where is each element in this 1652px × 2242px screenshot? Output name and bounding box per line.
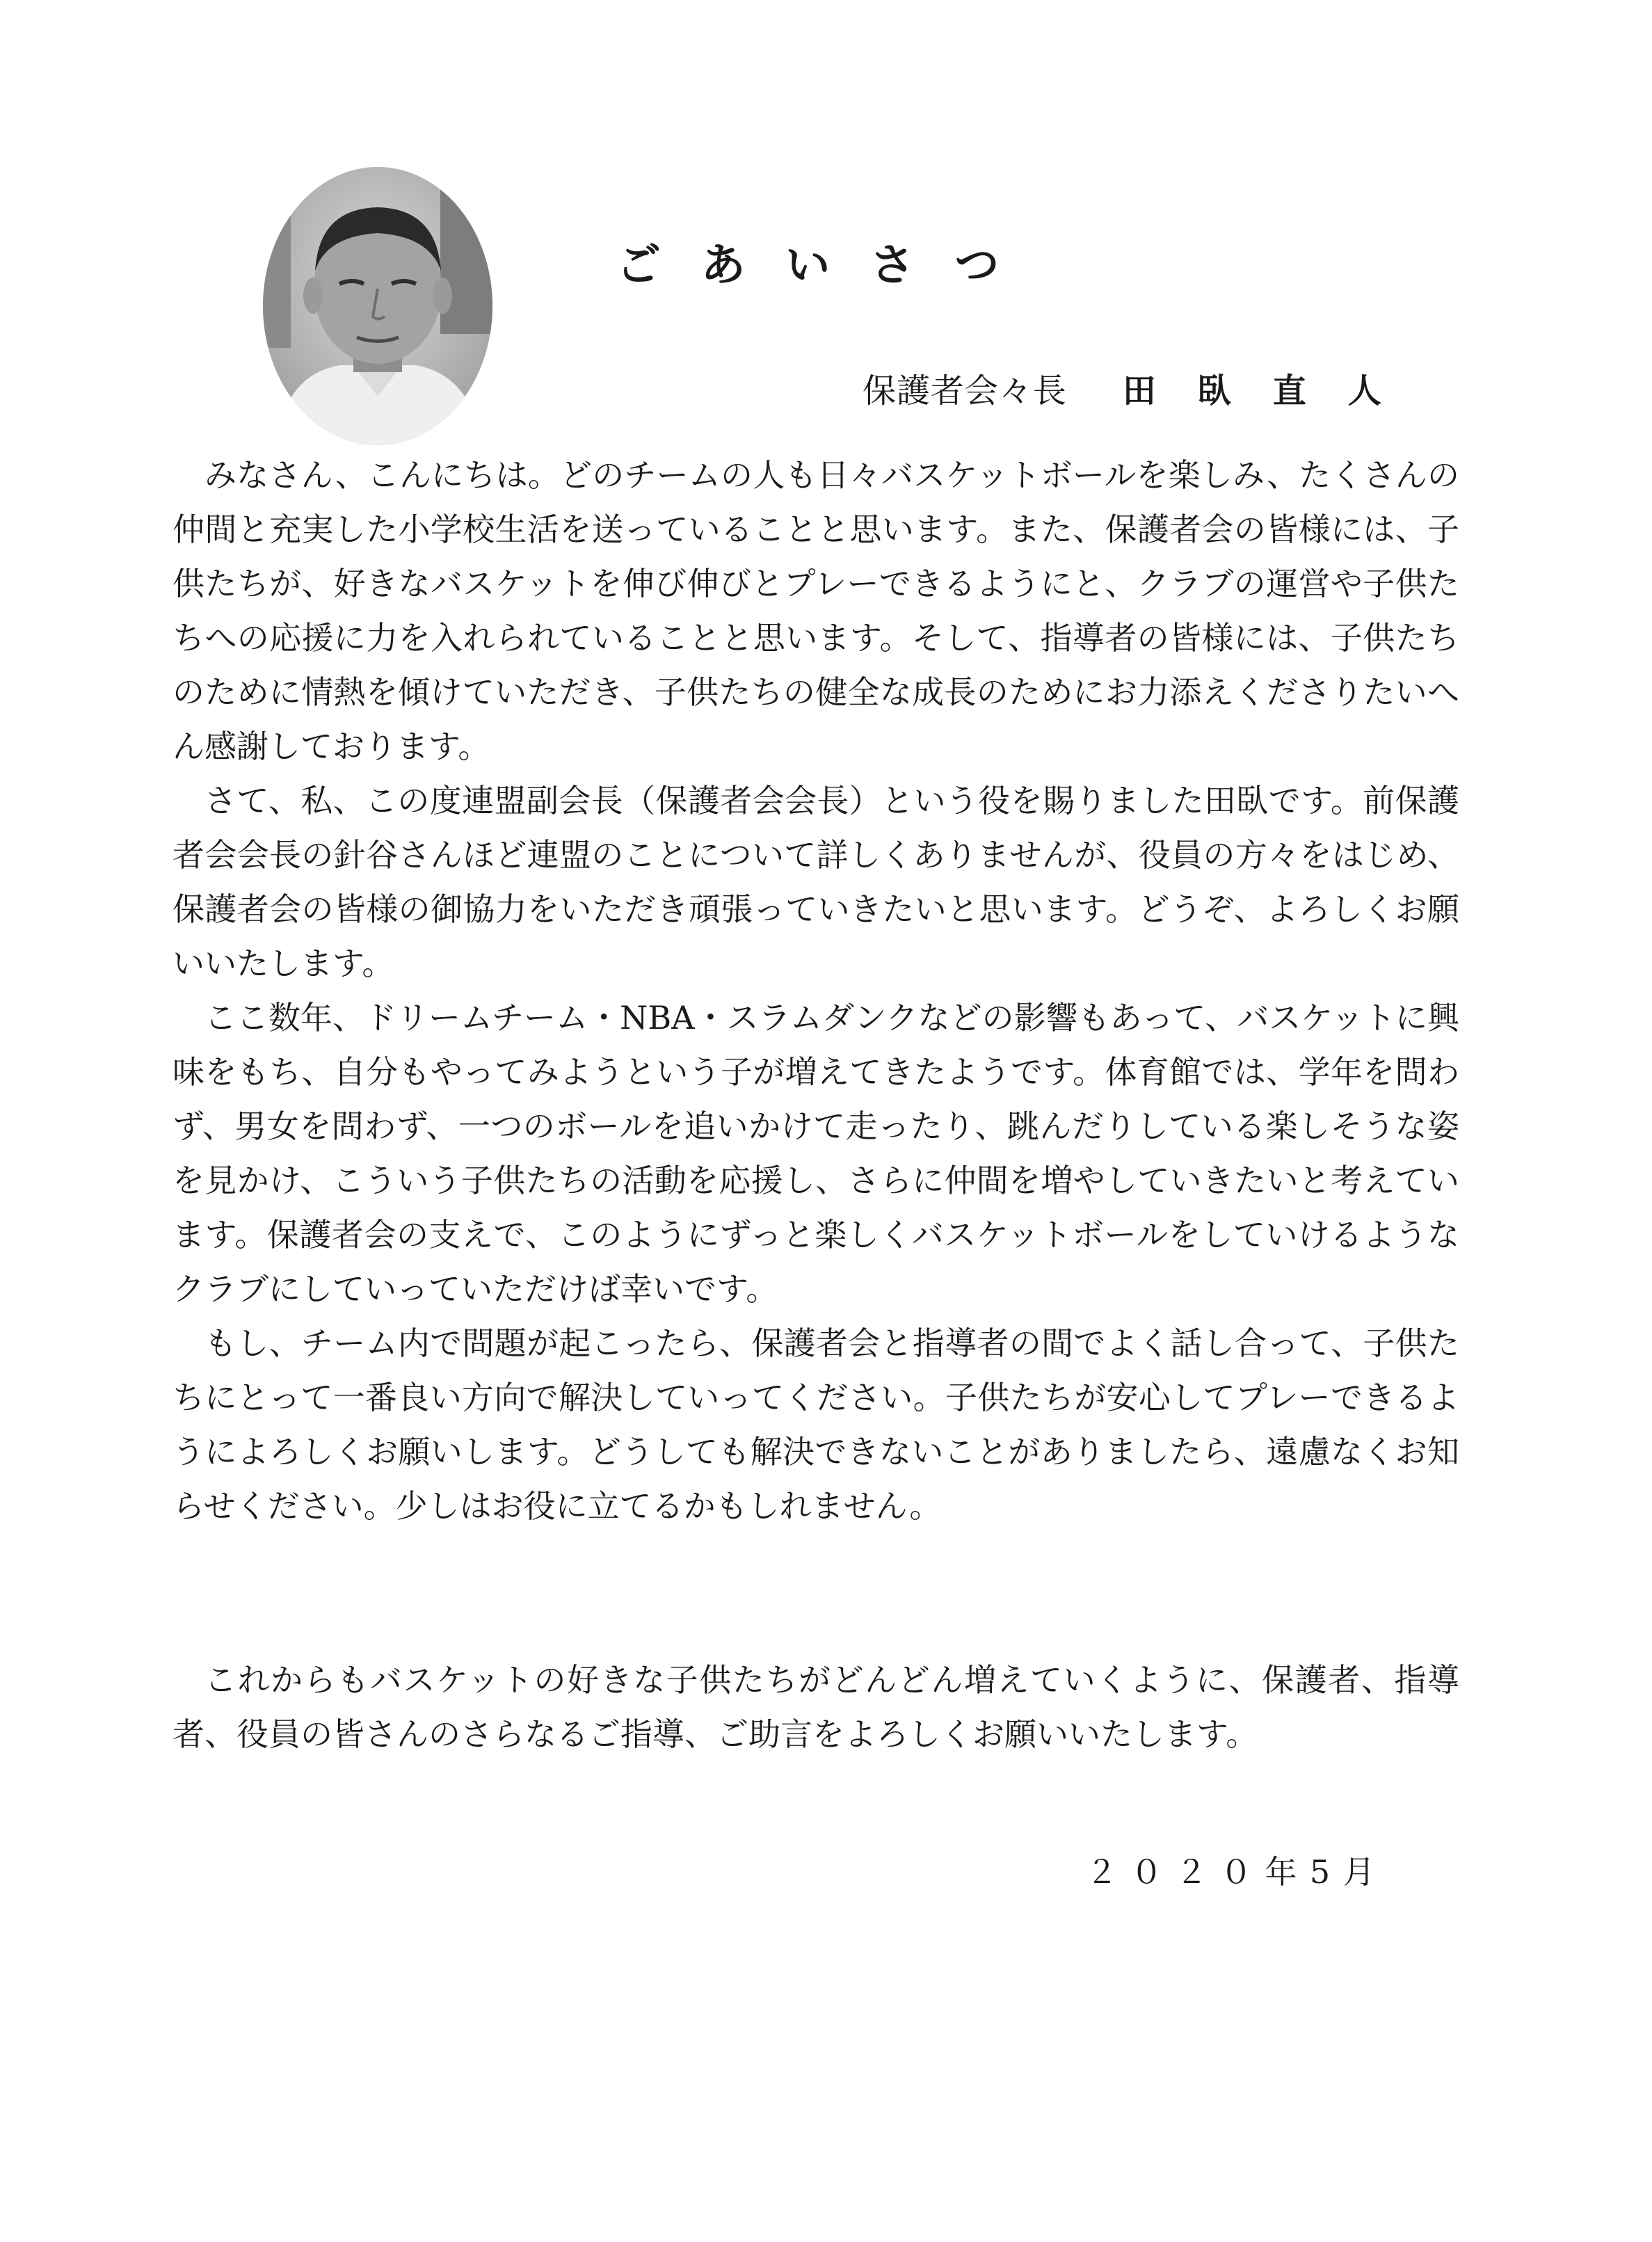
author-portrait: [263, 167, 492, 445]
author-role: 保護者会々長: [863, 371, 1067, 410]
author-portrait-image: [263, 167, 492, 445]
author-name: 田臥直人: [1122, 371, 1423, 410]
paragraph-greeting: みなさん、こんにちは。どのチームの人も日々バスケットボールを楽しみ、たくさんの仲間と充実した小学校生活を送っていることと思います。また、保護者会の皆様には、子供たちが、好きなバスケットを伸び伸びとプレーできるようにと、クラブの運営や子供たちへの応援に力を入れられていることと思います。そして、指導者の皆様には、子供たちのために情熱を傾けていただき、子供たちの健全な成長のためにお力添えくださりたいへん感謝しております。: [173, 456, 1459, 765]
page-title: ごあいさつ: [616, 239, 1039, 291]
letter-body: [173, 448, 1459, 1533]
author-line: [863, 371, 1489, 410]
letter-date: ２０２０年5月: [1085, 1853, 1388, 1891]
closing-paragraph: これからもバスケットの好きな子供たちがどんどん増えていくように、保護者、指導者、役員の皆さんのさらなるご指導、ご助言をよろしくお願いいたします。: [173, 1661, 1459, 1753]
paragraph-introduction: さて、私、この度連盟副会長（保護者会会長）という役を賜りました田臥です。前保護者会会長の針谷さんほど連盟のことについて詳しくありませんが、役員の方々をはじめ、保護者会の皆様の御協力をいただき頑張っていきたいと思います。どうぞ、よろしくお願いいたします。: [173, 782, 1459, 982]
paragraph-basketball-interest: ここ数年、ドリームチーム・NBA・スラムダンクなどの影響もあって、バスケットに興味をもち、自分もやってみようという子が増えてきたようです。体育館では、学年を問わず、男女を問わず、一つのボールを追いかけて走ったり、跳んだりしている楽しそうな姿を見かけ、こういう子供たちの活動を応援し、さらに仲間を増やしていきたいと考えています。保護者会の支えで、このようにずっと楽しくバスケットボールをしていけるようなクラブにしていっていただけば幸いです。: [173, 999, 1459, 1308]
paragraph-problem-solving: もし、チーム内で問題が起こったら、保護者会と指導者の間でよく話し合って、子供たちにとって一番良い方向で解決していってください。子供たちが安心してプレーできるようによろしくお願いします。どうしても解決できないことがありましたら、遠慮なくお知らせください。少しはお役に立てるかもしれません。: [173, 1324, 1459, 1525]
